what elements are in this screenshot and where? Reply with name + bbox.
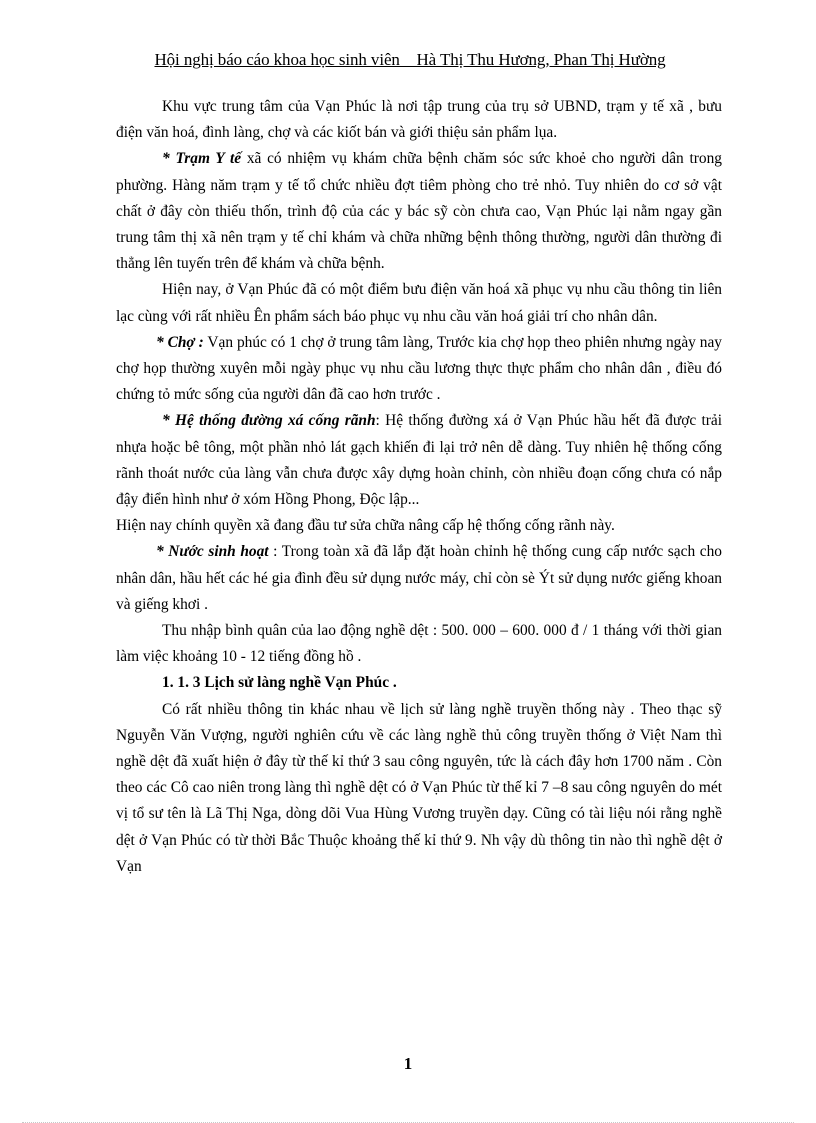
page-number: 1 — [403, 1054, 413, 1073]
section-heading: 1. 1. 3 Lịch sử làng nghề Vạn Phúc . — [162, 674, 397, 692]
running-header: Hội nghị báo cáo khoa học sinh viên _ Hà Thị Thu Hương, Phan Thị Hường — [154, 50, 666, 69]
paragraph-market — [116, 330, 722, 409]
label-market: * Chợ : — [156, 333, 204, 351]
label-roads: * Hệ thống đường xá cống rãnh — [162, 412, 376, 430]
paragraph-health-station — [116, 146, 722, 277]
text-water: : Trong toàn xã đã lắp đặt hoàn chỉnh hệ thống cung cấp nước sạch cho nhân dân, hầu hết các hé gia đình đều sử dụng nước máy, chỉ còn sè Ýt sử dụng nước giếng khoan và giếng khơi . — [116, 543, 722, 613]
paragraph-history: Có rất nhiều thông tin khác nhau về lịch sử làng nghề truyền thống này . Theo thạc sỹ Nguyễn Văn Vượng, người nghiên cứu về các làng nghề thủ công truyền thống ở Việt Nam thì nghề dệt đã xuất hiện ở đây từ thế kỉ thứ 3 sau công nguyên, tức là cách đây hơn 1700 năm . Còn theo các Cô cao niên trong làng thì nghề dệt có ở Vạn Phúc từ thế kỉ 7 –8 sau công nguyên do mét vị tổ sư tên là Lã Thị Nga, dòng dõi Vua Hùng Vương truyền dạy. Cũng có tài liệu nói rằng nghề dệt ở Vạn Phúc có từ thời Bắc Thuộc khoảng thế kỉ thứ 9. Nh vậy dù thông tin nào thì nghề dệt ở Vạn — [116, 700, 722, 875]
paragraph-water — [116, 539, 722, 618]
paragraph-drainage: Hiện nay chính quyền xã đang đầu tư sửa chữa nâng cấp hệ thống cống rãnh này. — [116, 517, 615, 535]
paragraph-income: Thu nhập bình quân của lao động nghề dệt : 500. 000 – 600. 000 đ / 1 tháng với thời gian làm việc khoảng 10 - 12 tiếng đồng hồ . — [116, 622, 722, 666]
paragraph-post-office: Hiện nay, ở Vạn Phúc đã có một điểm bưu điện văn hoá xã phục vụ nhu cầu thông tin liên lạc cùng với rất nhiều Ên phẩm sách báo phục vụ nhu cầu văn hoá giải trí cho nhân dân. — [116, 281, 722, 325]
paragraph-roads — [116, 408, 722, 513]
paragraph-center-area: Khu vực trung tâm của Vạn Phúc là nơi tập trung của trụ sở UBND, trạm y tế xã , bưu điện văn hoá, đình làng, chợ và các kiốt bán và giới thiệu sản phẩm lụa. — [116, 98, 722, 142]
text-roads: : Hệ thống đường xá ở Vạn Phúc hầu hết đã được trải nhựa hoặc bê tông, một phần nhỏ lát gạch khiến đi lại trở nên dễ dàng. Tuy nhiên hệ thống cống rãnh thoát nước của làng vẫn chưa được xây dựng hoàn chỉnh, còn nhiều đoạn cống chưa có nắp đậy điển hình như ở xóm Hồng Phong, Độc lập... — [116, 412, 722, 509]
text-health-station: xã có nhiệm vụ khám chữa bệnh chăm sóc sức khoẻ cho người dân trong phường. Hàng năm trạm y tế tổ chức nhiều đợt tiêm phòng cho trẻ nhỏ. Tuy nhiên do cơ sở vật chất ở đây còn thiếu thốn, trình độ của các y bác sỹ còn chưa cao, Vạn Phúc lại nằm ngay gần trung tâm thị xã nên trạm y tế chỉ khám và chữa những bệnh thông thường, người dân thường đi thẳng lên tuyến trên để khám và chữa bệnh. — [116, 150, 722, 273]
body-text — [116, 94, 722, 880]
label-water: * Nước sinh hoạt — [156, 543, 269, 561]
label-health-station: * Trạm Y tế — [162, 150, 242, 168]
text-market: Vạn phúc có 1 chợ ở trung tâm làng, Trước kia chợ họp theo phiên nhưng ngày nay chợ họp thường xuyên mỗi ngày phục vụ nhu cầu lương thực thực phẩm cho nhân dân , điều đó chứng tỏ mức sống của người dân đã cao hơn trước . — [116, 333, 722, 404]
